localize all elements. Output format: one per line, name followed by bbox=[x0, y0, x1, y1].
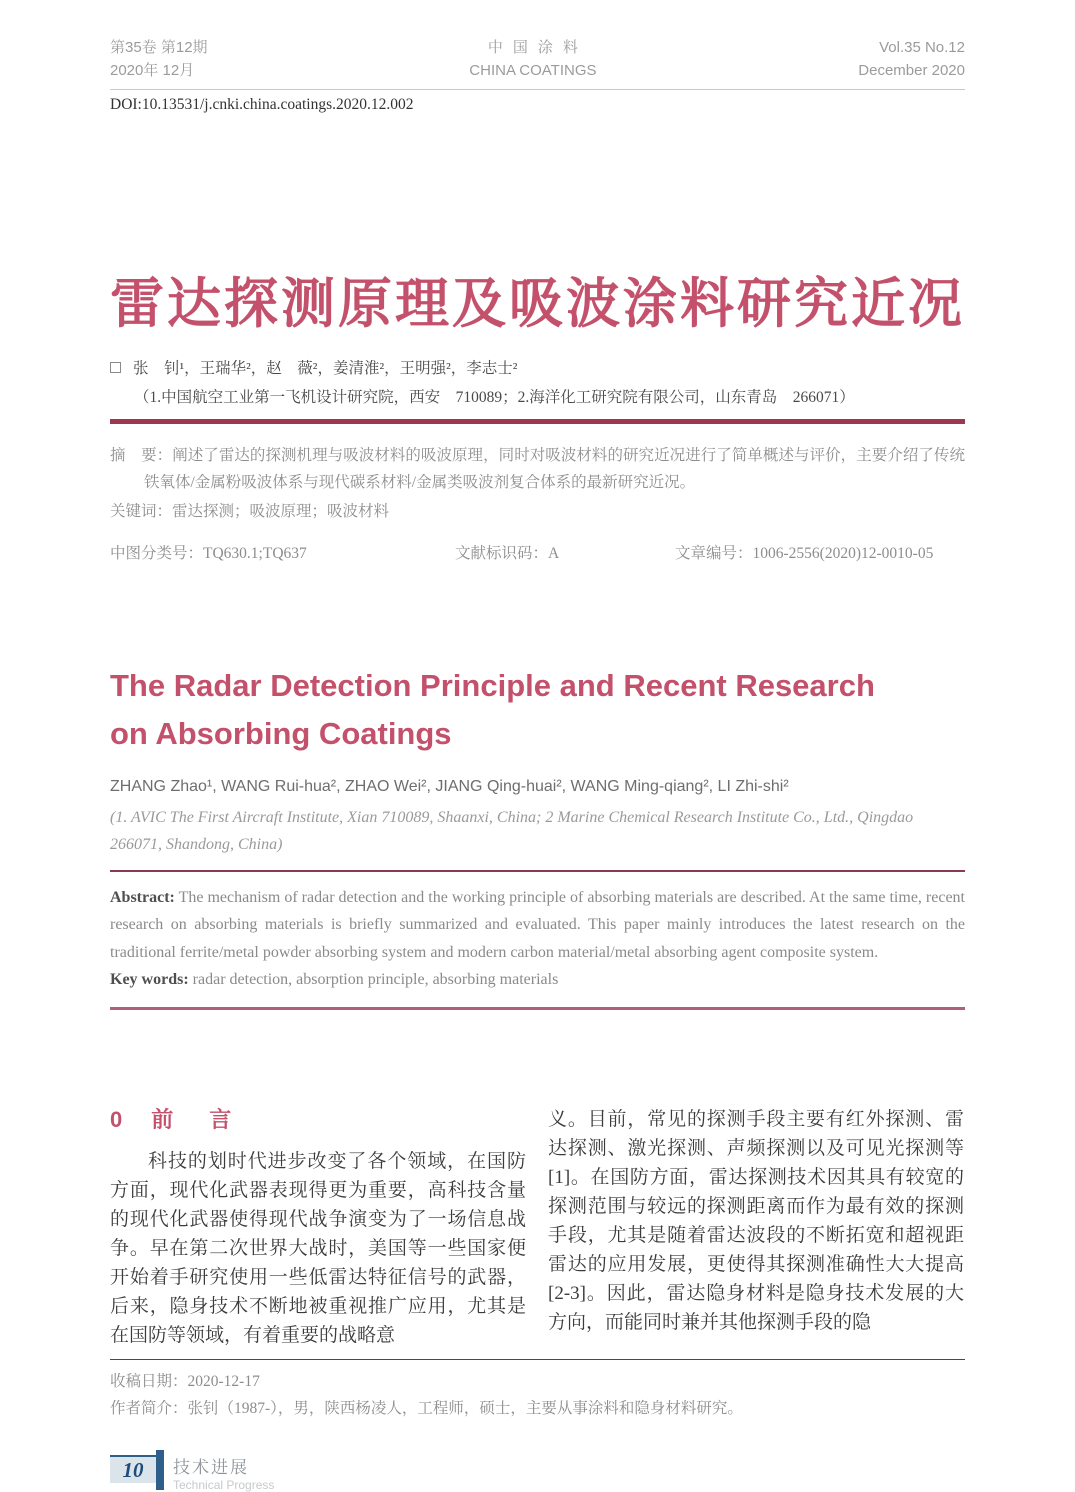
page-badge bbox=[110, 1450, 965, 1492]
body-paragraph-left: 科技的划时代进步改变了各个领域，在国防方面，现代化武器表现得更为重要，高科技含量的现代化武器使得现代战争演变为了一场信息战争。早在第二次世界大战时，美国等一些国家便开始着手研究使用一些低雷达特征信号的武器，后来，隐身技术不断地被重视推广应用，尤其是在国防等领域，有着重要的战略意 bbox=[110, 1150, 526, 1346]
authors-en: ZHANG Zhao¹, WANG Rui-hua², ZHAO Wei², JIANG Qing-huai², WANG Ming-qiang², LI Zhi-shi² bbox=[110, 777, 789, 795]
journal-title-cn: 中国涂料 bbox=[487, 39, 588, 56]
accent-bar bbox=[110, 419, 965, 424]
abstract-cn-text: 阐述了雷达的探测机理与吸波材料的吸波原理，同时对吸波材料的研究近况进行了简单概述与评价，主要介绍了传统铁氧体/金属粉吸波体系与现代碳系材料/金属类吸波剂复合体系的最新研究近况。 bbox=[144, 447, 965, 492]
body-column-left bbox=[110, 1105, 526, 1350]
affiliation-en: (1. AVIC The First Aircraft Institute, Xian 710089, Shaanxi, China; 2 Marine Chemical Research Institute Co., Ltd., Qingdao 266071, Shandong, China) bbox=[110, 808, 914, 853]
page-badge-bar bbox=[156, 1450, 164, 1490]
body-column-right bbox=[548, 1105, 964, 1350]
journal-header-center bbox=[469, 36, 596, 83]
clc-number: 中图分类号：TQ630.1;TQ637 bbox=[110, 544, 307, 562]
volume-issue-cn: 第35卷 第12期 bbox=[110, 39, 208, 56]
abstract-cn bbox=[110, 442, 965, 496]
journal-header-right bbox=[858, 36, 965, 83]
section-title: 前 言 bbox=[151, 1106, 239, 1132]
keywords-en-text: radar detection, absorption principle, absorbing materials bbox=[192, 970, 559, 988]
section-number: 0 bbox=[110, 1106, 130, 1132]
keywords-cn-label: 关键词： bbox=[110, 503, 173, 521]
article-title-en: The Radar Detection Principle and Recent Research on Absorbing Coatings bbox=[110, 667, 875, 751]
column-name-cn: 技术进展 bbox=[173, 1458, 249, 1478]
page-number: 10 bbox=[110, 1455, 156, 1483]
authors-cn: 张 钊¹，王瑞华²，赵 薇²，姜清淮²，王明强²，李志士² bbox=[133, 360, 518, 378]
abstract-en-label: Abstract: bbox=[110, 889, 175, 907]
journal-title-en: CHINA COATINGS bbox=[469, 62, 597, 80]
keywords-en-label: Key words: bbox=[110, 970, 189, 988]
column-name-en: Technical Progress bbox=[173, 1478, 275, 1492]
abstract-cn-label: 摘 要： bbox=[110, 447, 173, 465]
divider-dark bbox=[110, 870, 965, 872]
author-marker-icon bbox=[110, 362, 121, 373]
journal-header-left bbox=[110, 36, 208, 83]
volume-issue-en: Vol.35 No.12 bbox=[879, 39, 965, 56]
author-bio: 作者简介：张钊（1987-），男，陕西杨凌人，工程师，硕士，主要从事涂料和隐身材料研究。 bbox=[110, 1400, 743, 1418]
date-cn: 2020年 12月 bbox=[110, 62, 195, 80]
footnotes bbox=[110, 1368, 965, 1422]
body-paragraph-right: 义。目前，常见的探测手段主要有红外探测、雷达探测、激光探测、声频探测以及可见光探测等[1]。在国防方面，雷达探测技术因其具有较宽的探测范围与较远的探测距离而作为最有效的探测手段，尤其是随着雷达波段的不断拓宽和超视距雷达的应用发展，更使得其探测准确性大大提高[2-3]。因此，雷达隐身材料是隐身技术发展的大方向，而能同时兼并其他探测手段的隐 bbox=[548, 1108, 964, 1333]
article-number: 文章编号：1006-2556(2020)12-0010-05 bbox=[675, 544, 934, 562]
clc-row bbox=[110, 540, 965, 567]
abstract-cn-block bbox=[110, 442, 965, 567]
section-heading bbox=[110, 1105, 526, 1134]
abstract-en bbox=[110, 884, 965, 966]
article-title-cn: 雷达探测原理及吸波涂料研究近况 bbox=[110, 273, 965, 334]
date-en: December 2020 bbox=[858, 62, 965, 80]
footnote-divider bbox=[110, 1359, 965, 1360]
keywords-cn bbox=[110, 498, 965, 525]
divider-pink bbox=[110, 1007, 965, 1010]
affiliation-cn: （1.中国航空工业第一飞机设计研究院，西安 710089；2.海洋化工研究院有限公司，山东青岛 266071） bbox=[134, 389, 855, 407]
keywords-cn-text: 雷达探测；吸波原理；吸波材料 bbox=[172, 503, 390, 521]
abstract-en-text: The mechanism of radar detection and the working principle of absorbing materials are described. At the same time, recent research on absorbing materials is briefly summarized and evaluated. This paper mainly introduces the latest research on the traditional ferrite/metal powder absorbing system and modern carbon material/metal absorbing agent composite system. bbox=[110, 889, 965, 961]
keywords-en bbox=[110, 966, 965, 993]
authors-cn-row bbox=[110, 356, 965, 378]
body-columns bbox=[110, 1105, 965, 1350]
received-date: 收稿日期：2020-12-17 bbox=[110, 1372, 260, 1390]
document-code: 文献标识码：A bbox=[455, 544, 560, 562]
abstract-en-block bbox=[110, 884, 965, 993]
journal-header bbox=[110, 36, 965, 90]
doi-line: DOI:10.13531/j.cnki.china.coatings.2020.12.002 bbox=[110, 95, 414, 113]
column-name bbox=[173, 1453, 274, 1492]
